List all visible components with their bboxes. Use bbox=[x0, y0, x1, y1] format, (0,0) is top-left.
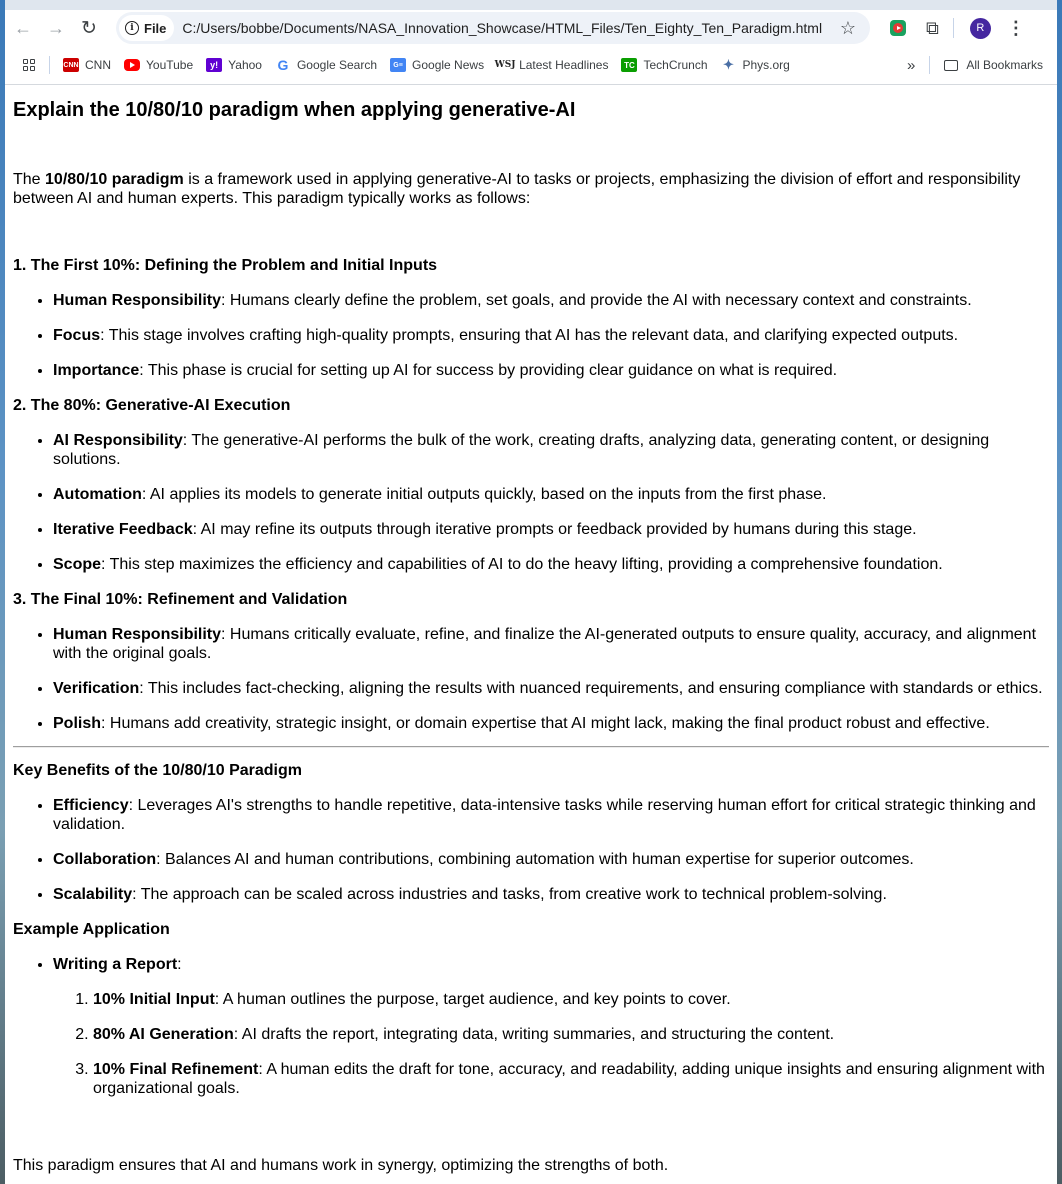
bookmark-label: CNN bbox=[85, 58, 111, 72]
bookmark-google-search[interactable] bbox=[275, 58, 377, 72]
list-item bbox=[53, 431, 1049, 469]
info-icon: i bbox=[125, 21, 139, 35]
item-text: : Humans add creativity, strategic insight, or domain expertise that AI might lack, making the final product robust and effective. bbox=[101, 715, 990, 732]
item-text: : Humans critically evaluate, refine, and finalize the AI-generated outputs to ensure quality, accuracy, and alignment with the original goals. bbox=[53, 626, 1037, 662]
benefits-list bbox=[13, 796, 1049, 904]
list-item bbox=[53, 291, 1049, 310]
section-3-list bbox=[13, 625, 1049, 733]
reload-icon: ↻ bbox=[81, 17, 97, 39]
item-term: Human Responsibility bbox=[53, 626, 222, 643]
site-info-label: File bbox=[144, 20, 167, 36]
bookmark-youtube[interactable] bbox=[124, 58, 193, 72]
profile-avatar[interactable]: R bbox=[970, 18, 991, 39]
item-text: : This phase is crucial for setting up AI for success by providing clear guidance on what is required. bbox=[139, 362, 838, 379]
item-text: : The generative-AI performs the bulk of the work, creating drafts, analyzing data, generating content, or designing solutions. bbox=[53, 432, 990, 468]
section-2-list bbox=[13, 431, 1049, 574]
cnn-icon: CNN bbox=[63, 58, 79, 72]
extensions-puzzle-icon[interactable]: ⧉ bbox=[926, 17, 939, 38]
bookmark-label: Google News bbox=[412, 58, 485, 72]
list-item bbox=[53, 850, 1049, 869]
list-item bbox=[53, 679, 1049, 698]
all-bookmarks-label: All Bookmarks bbox=[966, 58, 1043, 72]
yahoo-icon: y! bbox=[206, 58, 222, 72]
closing-paragraph: This paradigm ensures that AI and humans work in synergy, optimizing the strengths of both. bbox=[13, 1157, 669, 1174]
apps-grid-icon[interactable] bbox=[23, 59, 35, 71]
step-text: : A human outlines the purpose, target audience, and key points to cover. bbox=[214, 991, 731, 1008]
list-item bbox=[53, 955, 1049, 1098]
list-item bbox=[53, 361, 1049, 380]
browser-window bbox=[5, 0, 1057, 1184]
list-item bbox=[53, 796, 1049, 834]
item-term: Writing a Report bbox=[53, 956, 178, 973]
bookmarks-divider bbox=[49, 56, 50, 74]
item-text: : This stage involves crafting high-quality prompts, ensuring that AI has the relevant data, and clarifying expected outputs. bbox=[100, 327, 959, 344]
bookmarks-divider bbox=[929, 56, 930, 74]
youtube-icon bbox=[124, 59, 140, 71]
item-term: Collaboration bbox=[53, 851, 157, 868]
item-term: Importance bbox=[53, 362, 140, 379]
list-item bbox=[53, 625, 1049, 663]
phys-org-icon: ✦ bbox=[723, 57, 734, 72]
back-button[interactable] bbox=[8, 13, 38, 43]
list-item bbox=[53, 326, 1049, 345]
list-item bbox=[53, 555, 1049, 574]
google-icon: G bbox=[277, 57, 289, 73]
bookmark-latest-headlines[interactable] bbox=[494, 58, 609, 72]
step-term: 80% AI Generation bbox=[93, 1026, 234, 1043]
more-menu-icon[interactable]: ⋮ bbox=[1006, 17, 1025, 38]
bookmark-star-icon[interactable]: ☆ bbox=[839, 18, 856, 38]
bookmarks-bar bbox=[5, 46, 1057, 85]
example-steps bbox=[53, 990, 1049, 1098]
item-term: Iterative Feedback bbox=[53, 521, 193, 538]
item-term: Scalability bbox=[53, 886, 133, 903]
intro-paragraph bbox=[13, 170, 1049, 208]
arrow-right-icon: → bbox=[47, 17, 65, 38]
bookmark-label: TechCrunch bbox=[643, 58, 708, 72]
item-term: AI Responsibility bbox=[53, 432, 183, 449]
toolbar-divider bbox=[953, 18, 954, 38]
google-news-icon: G≡ bbox=[390, 58, 406, 72]
item-term: Scope bbox=[53, 556, 102, 573]
reload-button[interactable] bbox=[74, 13, 104, 43]
step-text: : AI drafts the report, integrating data, writing summaries, and structuring the content. bbox=[233, 1026, 835, 1043]
list-item bbox=[53, 714, 1049, 733]
forward-button[interactable] bbox=[41, 13, 71, 43]
bookmarks-overflow-icon[interactable]: » bbox=[906, 56, 916, 74]
bookmark-label: Phys.org bbox=[742, 58, 790, 72]
section-heading: 3. The Final 10%: Refinement and Validation bbox=[13, 591, 348, 608]
item-text: : AI applies its models to generate initial outputs quickly, based on the inputs from the first phase. bbox=[141, 486, 827, 503]
bookmark-yahoo[interactable] bbox=[206, 58, 262, 72]
example-list bbox=[13, 955, 1049, 1098]
bookmark-label: YouTube bbox=[146, 58, 194, 72]
item-text: : Leverages AI's strengths to handle repetitive, data-intensive tasks while reserving human effort for critical strategic thinking and validation. bbox=[53, 797, 1036, 833]
site-info-chip[interactable] bbox=[119, 15, 174, 41]
wsj-icon: WSJ bbox=[494, 60, 516, 70]
section-1-list bbox=[13, 291, 1049, 380]
bookmark-label: Yahoo bbox=[228, 58, 262, 72]
intro-bold-term: 10/80/10 paradigm bbox=[45, 171, 184, 188]
list-item bbox=[53, 885, 1049, 904]
intro-lead: The bbox=[13, 171, 46, 188]
section-heading: 1. The First 10%: Defining the Problem and Initial Inputs bbox=[13, 257, 438, 274]
bookmark-google-news[interactable] bbox=[390, 58, 484, 72]
example-heading: Example Application bbox=[13, 921, 170, 938]
url-text[interactable]: C:/Users/bobbe/Documents/NASA_Innovation_Showcase/HTML_Files/Ten_Eighty_Ten_Paradigm.html bbox=[182, 20, 823, 36]
browser-toolbar bbox=[5, 10, 1057, 46]
bookmark-label: Google Search bbox=[296, 58, 378, 72]
item-term: Focus bbox=[53, 327, 101, 344]
address-bar[interactable] bbox=[116, 12, 870, 44]
tab-strip bbox=[5, 0, 1057, 10]
item-term: Verification bbox=[53, 680, 140, 697]
bookmark-phys-org[interactable] bbox=[721, 58, 790, 72]
page-title: Explain the 10/80/10 paradigm when applying generative-AI bbox=[13, 99, 576, 121]
item-text: : This step maximizes the efficiency and capabilities of AI to do the heavy lifting, providing a comprehensive foundation. bbox=[101, 556, 943, 573]
step-item bbox=[93, 1025, 1049, 1044]
step-term: 10% Initial Input bbox=[93, 991, 215, 1008]
item-suffix: : bbox=[177, 956, 182, 973]
page-content bbox=[13, 85, 1049, 1175]
item-text: : The approach can be scaled across industries and tasks, from creative work to technical problem-solving. bbox=[132, 886, 887, 903]
item-text: : This includes fact-checking, aligning the results with nuanced requirements, and ensuring compliance with standards or ethics. bbox=[139, 680, 1043, 697]
item-term: Efficiency bbox=[53, 797, 129, 814]
item-term: Human Responsibility bbox=[53, 292, 222, 309]
list-item bbox=[53, 485, 1049, 504]
item-term: Polish bbox=[53, 715, 102, 732]
step-item bbox=[93, 990, 1049, 1009]
folder-icon bbox=[944, 60, 958, 71]
section-divider bbox=[13, 746, 1049, 748]
item-text: : Balances AI and human contributions, combining automation with human expertise for superior outcomes. bbox=[156, 851, 914, 868]
bookmark-label: Latest Headlines bbox=[519, 58, 609, 72]
extension-icon[interactable] bbox=[890, 20, 906, 36]
step-item bbox=[93, 1060, 1049, 1098]
item-term: Automation bbox=[53, 486, 142, 503]
step-term: 10% Final Refinement bbox=[93, 1061, 259, 1078]
techcrunch-icon: TC bbox=[621, 58, 637, 72]
all-bookmarks-button[interactable] bbox=[944, 58, 1043, 72]
item-text: : Humans clearly define the problem, set goals, and provide the AI with necessary context and constraints. bbox=[221, 292, 972, 309]
benefits-heading: Key Benefits of the 10/80/10 Paradigm bbox=[13, 762, 302, 779]
item-text: : AI may refine its outputs through iterative prompts or feedback provided by humans during this stage. bbox=[192, 521, 917, 538]
section-heading: 2. The 80%: Generative-AI Execution bbox=[13, 397, 291, 414]
arrow-left-icon: ← bbox=[14, 17, 32, 38]
step-text: : A human edits the draft for tone, accuracy, and readability, adding unique insights and ensuring alignment with organizational goals. bbox=[93, 1061, 1045, 1097]
bookmark-techcrunch[interactable] bbox=[621, 58, 707, 72]
list-item bbox=[53, 520, 1049, 539]
intro-rest: is a framework used in applying generative-AI to tasks or projects, emphasizing the division of effort and responsibility between AI and human experts. This paradigm typically works as follows: bbox=[13, 171, 1021, 207]
bookmark-cnn[interactable] bbox=[63, 58, 111, 72]
